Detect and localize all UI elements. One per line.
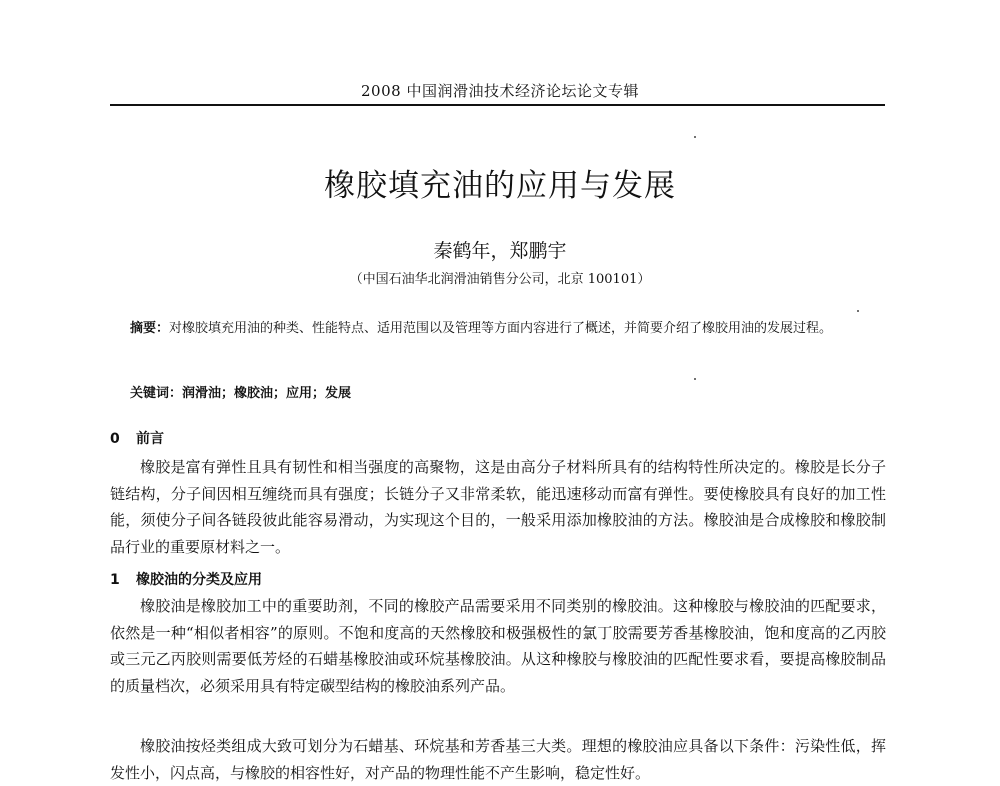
section-heading-1 bbox=[110, 569, 262, 589]
paper-title: 橡胶填充油的应用与发展 bbox=[324, 168, 676, 204]
affiliation: （中国石油华北润滑油销售分公司，北京 100101） bbox=[349, 272, 651, 287]
keywords-text: 润滑油；橡胶油；应用；发展 bbox=[182, 386, 352, 401]
abstract-text: 对橡胶填充用油的种类、性能特点、适用范围以及管理等方面内容进行了概述，并简要介绍了橡胶用油的发展过程。 bbox=[169, 321, 833, 336]
section-heading-0 bbox=[110, 428, 164, 448]
keywords-label: 关键词： bbox=[130, 386, 183, 401]
scan-speck bbox=[857, 310, 859, 312]
running-header: 2008 中国润滑油技术经济论坛论文专辑 bbox=[361, 82, 639, 100]
header-rule bbox=[110, 104, 885, 106]
section-number: 1 bbox=[110, 572, 120, 588]
abstract bbox=[130, 317, 870, 341]
authors: 秦鹤年，郑鹏宇 bbox=[433, 240, 567, 262]
abstract-label: 摘要： bbox=[130, 321, 170, 336]
section-title: 橡胶油的分类及应用 bbox=[136, 572, 262, 588]
keywords bbox=[130, 384, 870, 404]
section-title: 前言 bbox=[136, 431, 164, 447]
paragraph-hydrocarbon-types: 橡胶油按烃类组成大致可划分为石蜡基、环烷基和芳香基三大类。理想的橡胶油应具备以下条件：污染性低，挥发性小，闪点高，与橡胶的相容性好，对产品的物理性能不产生影响，稳定性好。 bbox=[110, 737, 886, 782]
section-number: 0 bbox=[110, 431, 120, 447]
scan-speck bbox=[694, 136, 696, 138]
paragraph-intro: 橡胶是富有弹性且具有韧性和相当强度的高聚物，这是由高分子材料所具有的结构特性所决定的。橡胶是长分子链结构，分子间因相互缠绕而具有强度；长链分子又非常柔软，能迅速移动而富有弹性。要使橡胶具有良好的加工性能，须使分子间各链段彼此能容易滑动，为实现这个目的，一般采用添加橡胶油的方法。橡胶油是合成橡胶和橡胶制品行业的重要原材料之一。 bbox=[110, 458, 886, 557]
paragraph-classification: 橡胶油是橡胶加工中的重要助剂，不同的橡胶产品需要采用不同类别的橡胶油。这种橡胶与橡胶油的匹配要求，依然是一种“相似者相容”的原则。不饱和度高的天然橡胶和极强极性的氯丁胶需要芳香基橡胶油，饱和度高的乙丙胶或三元乙丙胶则需要低芳烃的石蜡基橡胶油或环烷基橡胶油。从这种橡胶与橡胶油的匹配性要求看，要提高橡胶制品的质量档次，必须采用具有特定碳型结构的橡胶油系列产品。 bbox=[110, 597, 886, 696]
scan-speck bbox=[694, 378, 696, 380]
